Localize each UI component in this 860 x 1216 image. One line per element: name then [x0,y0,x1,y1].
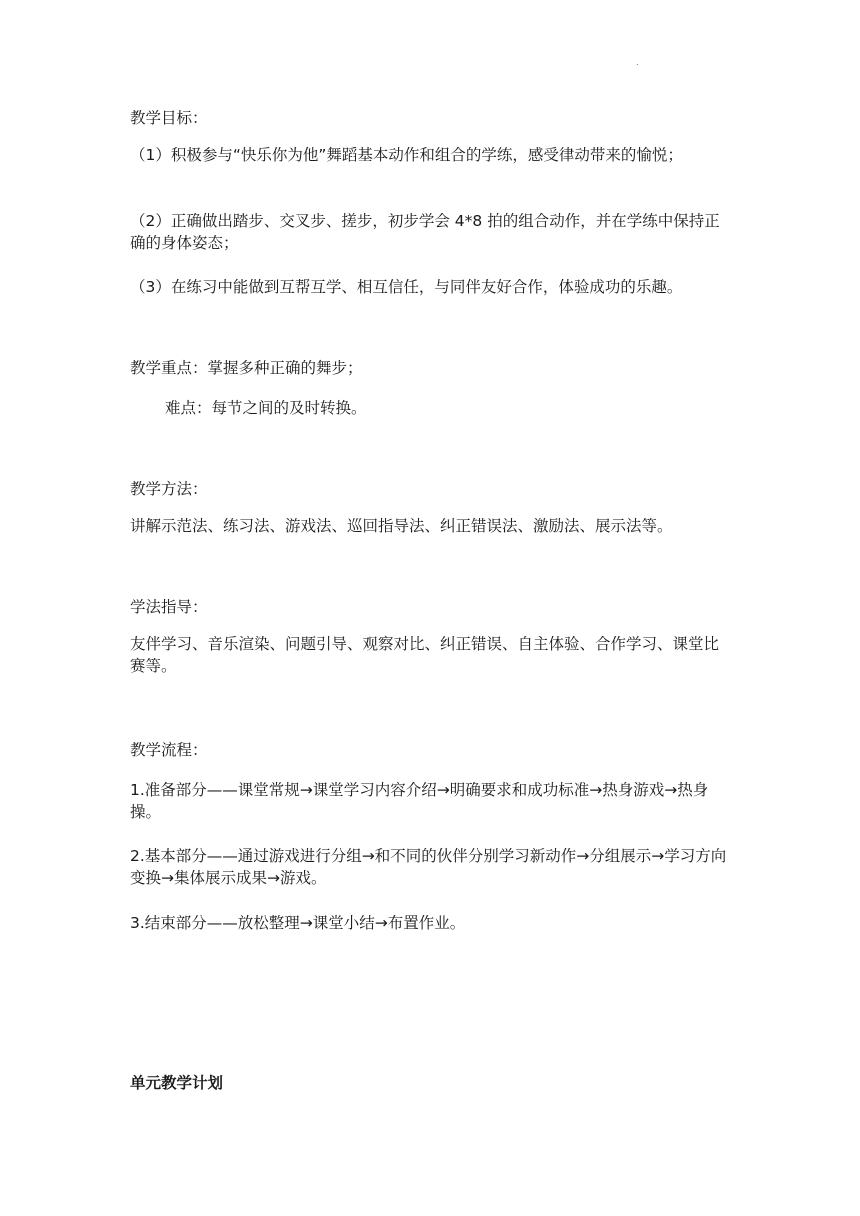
objective-item-3: （3）在练习中能做到互帮互学、相互信任，与同伴友好合作，体验成功的乐趣。 [130,278,683,296]
objective-item-1: （1）积极参与“快乐你为他”舞蹈基本动作和组合的学练，感受律动带来的愉悦； [130,146,683,164]
learning-guidance-heading: 学法指导： [130,598,208,616]
header-dot: . [636,58,639,67]
learning-guidance-text: 友伴学习、音乐渲染、问题引导、观察对比、纠正错误、自主体验、合作学习、课堂比赛等。 [130,635,720,675]
flow-step-2: 2.基本部分——通过游戏进行分组→和不同的伙伴分别学习新动作→分组展示→学习方向变换→集体展示成果→游戏。 [130,847,727,887]
objective-item-2: （2）正确做出踏步、交叉步、搓步，初步学会 4*8 拍的组合动作，并在学练中保持正确的身体姿态； [130,212,720,252]
unit-plan-title: 单元教学计划 [130,1074,224,1092]
flow-step-3: 3.结束部分——放松整理→课堂小结→布置作业。 [130,914,466,932]
methods-heading: 教学方法： [130,480,208,498]
key-point-difficulty: 难点：每节之间的及时转换。 [165,399,367,417]
methods-text: 讲解示范法、练习法、游戏法、巡回指导法、纠正错误法、激励法、展示法等。 [130,517,673,535]
objectives-heading: 教学目标： [130,109,208,127]
flow-heading: 教学流程： [130,741,208,759]
flow-step-1: 1.准备部分——课堂常规→课堂学习内容介绍→明确要求和成功标准→热身游戏→热身操。 [130,781,709,821]
key-point-focus: 教学重点：掌握多种正确的舞步； [130,359,363,377]
